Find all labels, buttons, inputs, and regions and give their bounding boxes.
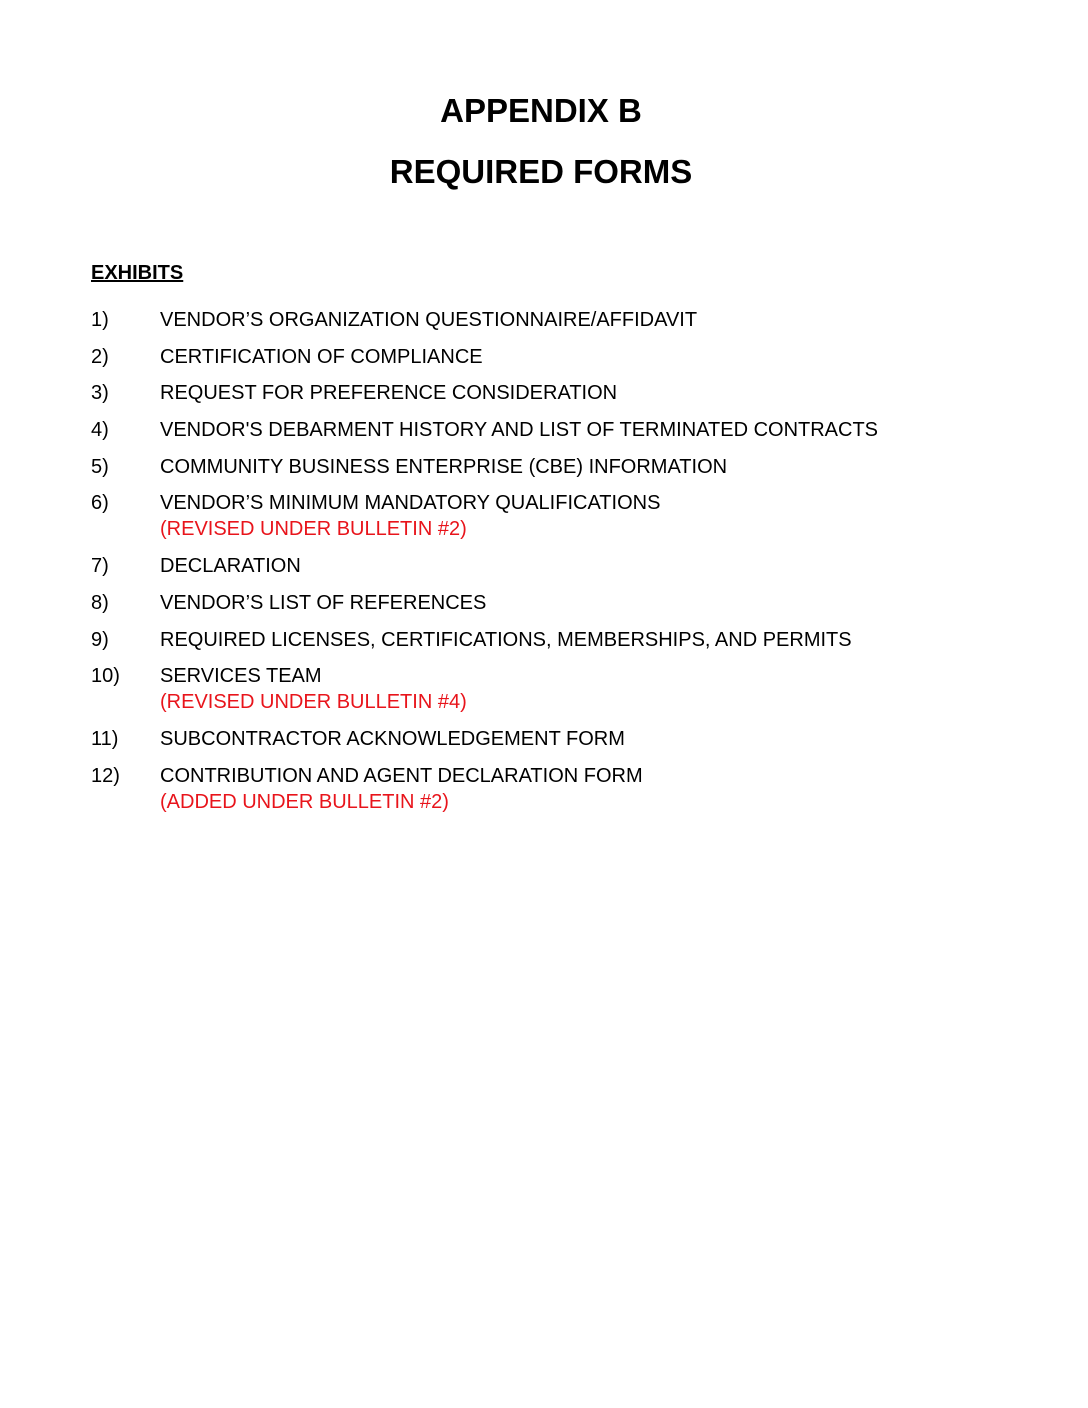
exhibit-number: 7) xyxy=(91,555,109,578)
exhibit-number: 9) xyxy=(91,628,109,651)
exhibit-body xyxy=(160,307,991,333)
exhibit-body xyxy=(160,726,991,752)
exhibit-body xyxy=(160,763,991,815)
exhibit-item xyxy=(91,380,991,406)
exhibit-body xyxy=(160,590,991,616)
exhibit-number: 10) xyxy=(91,665,120,688)
page-title: APPENDIX B xyxy=(440,92,642,129)
exhibit-body xyxy=(160,627,991,653)
exhibit-item xyxy=(91,663,991,715)
exhibit-title: VENDOR’S MINIMUM MANDATORY QUALIFICATIONS xyxy=(160,492,661,515)
exhibit-item xyxy=(91,590,991,616)
exhibit-title: VENDOR’S LIST OF REFERENCES xyxy=(160,591,487,614)
revision-note: (ADDED UNDER BULLETIN #2) xyxy=(160,790,449,813)
exhibit-number: 4) xyxy=(91,419,109,442)
exhibit-body xyxy=(160,553,991,579)
exhibit-title: SUBCONTRACTOR ACKNOWLEDGEMENT FORM xyxy=(160,727,625,750)
revision-note: (REVISED UNDER BULLETIN #4) xyxy=(160,691,467,714)
exhibit-number: 11) xyxy=(91,727,119,750)
exhibit-item xyxy=(91,553,991,579)
page-subtitle: REQUIRED FORMS xyxy=(389,153,693,190)
revision-note: (REVISED UNDER BULLETIN #2) xyxy=(160,518,467,541)
exhibit-body xyxy=(160,344,991,370)
exhibit-body xyxy=(160,417,991,443)
exhibits-heading: EXHIBITS xyxy=(91,262,184,284)
exhibit-number: 3) xyxy=(91,382,109,405)
exhibit-title: VENDOR'S DEBARMENT HISTORY AND LIST OF TERMINATED CONTRACTS xyxy=(160,419,879,442)
exhibit-body xyxy=(160,663,991,715)
exhibit-item xyxy=(91,763,991,815)
exhibit-title: CONTRIBUTION AND AGENT DECLARATION FORM xyxy=(160,764,643,787)
exhibit-title: SERVICES TEAM xyxy=(160,665,322,688)
exhibit-title: CERTIFICATION OF COMPLIANCE xyxy=(160,345,483,368)
exhibit-number: 12) xyxy=(91,764,120,787)
exhibit-number: 5) xyxy=(91,455,109,478)
exhibit-title: REQUEST FOR PREFERENCE CONSIDERATION xyxy=(160,382,618,405)
exhibit-number: 2) xyxy=(91,345,109,368)
exhibit-body xyxy=(160,490,991,542)
exhibit-item xyxy=(91,307,991,333)
exhibit-list xyxy=(91,307,991,825)
exhibit-item xyxy=(91,627,991,653)
exhibit-title: VENDOR’S ORGANIZATION QUESTIONNAIRE/AFFIDAVIT xyxy=(160,309,698,331)
exhibit-number: 6) xyxy=(91,492,109,515)
exhibit-item xyxy=(91,344,991,370)
exhibit-item xyxy=(91,726,991,752)
exhibit-body xyxy=(160,380,991,406)
exhibit-title: REQUIRED LICENSES, CERTIFICATIONS, MEMBERSHIPS, AND PERMITS xyxy=(160,628,852,651)
exhibit-number: 1) xyxy=(91,309,109,331)
exhibit-title: COMMUNITY BUSINESS ENTERPRISE (CBE) INFORMATION xyxy=(160,455,728,478)
exhibit-item xyxy=(91,490,991,542)
exhibit-item xyxy=(91,417,991,443)
exhibit-body xyxy=(160,454,991,480)
exhibit-title: DECLARATION xyxy=(160,555,301,578)
exhibit-item xyxy=(91,454,991,480)
exhibit-number: 8) xyxy=(91,591,109,614)
